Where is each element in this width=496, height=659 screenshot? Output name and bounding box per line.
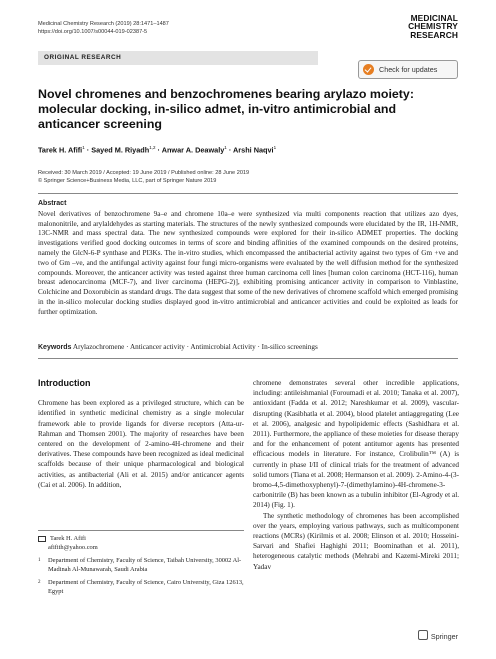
divider [38,358,458,359]
abstract-section [38,199,458,318]
affiliation-number: 1 [38,558,41,564]
author-email[interactable]: afifith@yahoo.com [48,543,98,551]
publisher-name: Springer [430,632,458,641]
author-affiliation-mark: 1 [224,145,227,150]
author-list: Tarek H. Afifi$^1$ · Sayed M. Riyadh$^{1,2}$ · Anwar A. Deawaly$^1$ · Arshi Naqvi$^1$ [38,145,277,155]
check-badge-icon [363,64,374,75]
corresponding-author: Tarek H. Afifi [50,535,86,542]
left-column [38,378,244,490]
envelope-icon [38,536,46,542]
introduction-heading: Introduction [38,378,91,388]
affiliation [38,557,244,574]
right-column [253,378,459,572]
keywords-text: Arylazochromene · Anticancer activity · Antimicrobial Activity · In-silico screenings [72,343,318,351]
author-name[interactable]: Arshi Naqvi [233,145,274,155]
keywords [38,343,458,351]
logo-line-2: CHEMISTRY [408,21,458,32]
affiliation-text: Department of Chemistry, Faculty of Science, Taibah University, 30002 Al-Madinah Al-Munawarah, Saudi Arabia [48,557,242,573]
publisher-mark [418,630,458,641]
introduction-paragraph: Chromene has been explored as a privileged structure, which can be identified in synthetic medicinal chemistry as a single molecular framework able to provide ligands for diverse receptors (Atta-ur-Rahman and Thomsen 2001). The majority of researches have been centered on the development of 2-amino-4H-chromene and their derivatives. These compounds have been recognized as ideal medicinal scaffolds because of their unique pharmacological and biological activities, as antibacterial (Ali et al. 2015) and/or anticancer agents (Cai et al. 2006). In addition, [38,399,244,489]
body-paragraph: chromene demonstrates several other incredible applications, including: antileishmanial (Foroumadi et al. 2010; Tanaka et al. 2007), antioxidant (Fadda et al. 2012; Nareshkumar et al. 2009), vascular-disrupting (Kasibhatla et al. 2004), blood platelet antiaggregating (Lee et al. 2006), analgesic and hypolipidemic effects (Sashidhara et al. 2011). Furthermore, the appliance of these moieties for disease therapy and for the enhancement of potent antitumor agents has presented efficacious models in literature. For instance, Crolibulin™ (A) is currently in phase I/II of clinical trials for the treatment of advanced solid tumors (Tiana et al. 2008; Hermanson et al. 2009). 2-Amino-4-(3-bromo-4,5-dimethoxyphenyl)-7-(dimethylamino)-4H-chromene-3-carbonitrile (B) has been known as a tubulin inhibitor (El-Agrody et al. 2014) (Fig. 1). [253,379,459,510]
author-affiliation-mark: 1 [82,145,85,150]
author-affiliation-mark: 1,2 [149,145,156,150]
abstract-heading: Abstract [38,200,67,207]
logo-line-3: RESEARCH [410,29,458,40]
author-name[interactable]: Sayed M. Riyadh [91,145,150,155]
author-name[interactable]: Anwar A. Deawaly [161,145,225,155]
keywords-label: Keywords [38,344,72,351]
journal-info [38,20,169,36]
article-title: Novel chromenes and benzochromenes bearing arylazo moiety: molecular docking, in-silico admet, in-vitro antimicrobial and anticancer screening [38,87,414,131]
journal-logo [408,14,458,39]
springer-logo-icon [418,630,428,640]
divider [38,193,458,194]
copyright-line: © Springer Science+Business Media, LLC, part of Springer Nature 2019 [38,178,217,184]
check-updates-button[interactable] [358,60,458,79]
doi-link[interactable]: https://doi.org/10.1007/s00044-019-02387-5 [38,29,148,35]
author-affiliation-mark: 1 [273,145,277,150]
check-updates-label: Check for updates [379,65,438,74]
dates-line: Received: 30 March 2019 / Accepted: 19 June 2019 / Published online: 28 June 2019 [38,170,250,176]
correspondence-footnote [38,530,244,597]
affiliation-text: Department of Chemistry, Faculty of Science, Cairo University, Giza 12613, Egypt [48,579,244,595]
publication-dates [38,169,249,185]
affiliation [38,579,244,596]
abstract-text: Novel derivatives of benzochromene 9a–e and chromene 10a–e were synthesized via multi components reaction that utilizes azo dyes, malononitrile, and arylaldehydes as starting materials. The structures of the newly synthesized compounds were elucidated by the IR, 1H-NMR, 13C-NMR and mass spectral data. The new synthesized compounds were explored for their in-silico ADMET properties. The docking investigations verified good docking outcomes in terms of score and binding affinities of the examined compounds on the desired proteins, namely the GlcN-6-P synthase and PI3Ks. The in-vitro studies, which encompassed the antibacterial activity against two types of Gm +ve and two of Gm –ve, and the antifungal activity against four fungi micro-organisms were evaluated by the well diffusion method for the synthesized compounds. Moreover, the anticancer activity was tested against three human carcinoma cell lines [human colon carcinoma (HCT-116), human breast adenocarcinoma (MCF-7), and liver carcinoma (HEPG-2)], exhibiting promising anticancer activity in comparison to Vinblastine, Colchicine and Doxorubicin as standard drugs. The data suggest that some of the new derivatives of chromene scaffold which emerged promising in the in-silico molecular docking studies displayed good in-vitro antimicrobial and anticancer activities and could be exploited as leads for further optimization. [38,209,458,316]
affiliation-number: 2 [38,580,41,586]
body-paragraph: The synthetic methodology of chromenes has been accomplished over the years, employing various pathways, such as multicomponent reactions (MCRs) (Kirilmis et al. 2008; Elinson et al. 2010; Hosseini-Sarvari and Shafiei Haghighi 2011; Boominathan et al. 2011), heterogeneous catalytic methods (Mehrabi and Kazemi-Mireki 2011; Yadav [253,511,459,571]
logo-line-1: MEDICINAL [410,13,458,23]
journal-citation: Medicinal Chemistry Research (2019) 28:1471–1487 [38,21,169,27]
author-name[interactable]: Tarek H. Afifi [38,145,83,155]
section-label: ORIGINAL RESEARCH [38,51,318,65]
